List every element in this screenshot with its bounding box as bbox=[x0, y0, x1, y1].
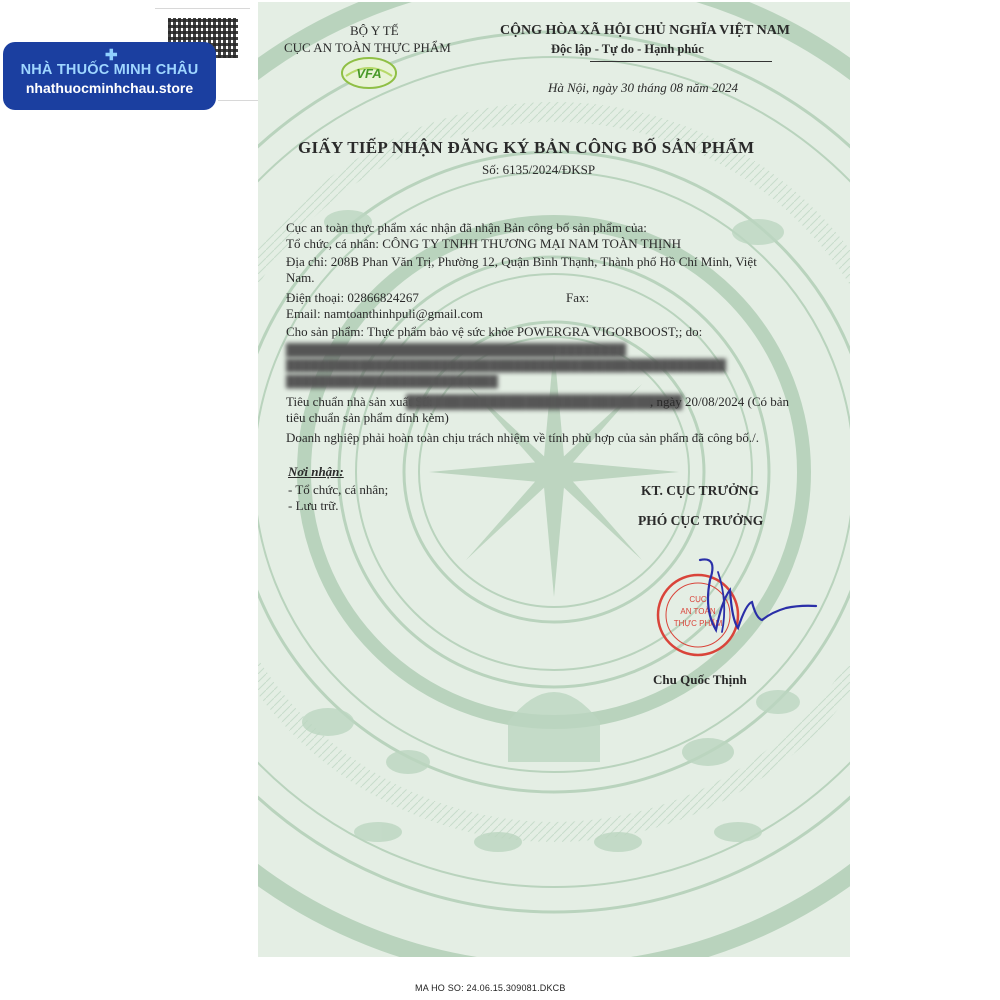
document-number: Số: 6135/2024/ĐKSP bbox=[482, 162, 596, 177]
signer-title: KT. CỤC TRƯỞNG bbox=[641, 483, 759, 498]
standard-date: , ngày 20/08/2024 (Có bản bbox=[650, 394, 790, 409]
vfa-logo-text: VFA bbox=[356, 66, 382, 81]
pharmacy-badge[interactable] bbox=[3, 42, 216, 110]
recipient-item: - Lưu trữ. bbox=[288, 498, 339, 513]
address-line-cont: Nam. bbox=[286, 270, 315, 285]
body-line: Cục an toàn thực phẩm xác nhận đã nhận Bản công bố sản phẩm của: bbox=[286, 220, 647, 235]
recipients-label: Nơi nhận: bbox=[288, 464, 344, 479]
national-motto: Độc lập - Tự do - Hạnh phúc bbox=[551, 42, 704, 56]
phone-line: Điện thoại: 02866824267 bbox=[286, 290, 419, 305]
certificate-sheet bbox=[258, 2, 850, 957]
fax-line: Fax: bbox=[566, 290, 590, 305]
organization-line: Tổ chức, cá nhân: CÔNG TY TNHH THƯƠNG MẠI NAM TOÀN THỊNH bbox=[286, 236, 682, 251]
redacted-standard-number: ██████████████████████████████ bbox=[406, 394, 683, 409]
document-title: GIẤY TIẾP NHẬN ĐĂNG KÝ BẢN CÔNG BỐ SẢN PHẨM bbox=[298, 138, 755, 157]
divider bbox=[155, 8, 250, 9]
handwritten-signature bbox=[688, 552, 828, 642]
redacted-manufacturer: ████████████████████████████████████████ bbox=[286, 343, 627, 357]
plus-icon: ✚ bbox=[105, 47, 118, 64]
responsibility-line: Doanh nghiệp phải hoàn toàn chịu trách nhiệm về tính phù hợp của sản phẩm đã công bố./. bbox=[286, 430, 759, 445]
recipient-item: - Tổ chức, cá nhân; bbox=[288, 482, 389, 497]
ministry-name: BỘ Y TẾ bbox=[350, 23, 399, 38]
redacted-address: ██████████████████████████████████████████████████████ bbox=[286, 360, 726, 372]
dossier-code: MA HO SO: 24.06.15.309081.DKCB bbox=[415, 983, 566, 993]
pharmacy-name: NHÀ THUỐC MINH CHÂU bbox=[20, 62, 199, 78]
vfa-logo bbox=[340, 56, 398, 90]
divider bbox=[218, 100, 258, 101]
standard-line: Tiêu chuẩn nhà sản xuất Số: bbox=[286, 394, 433, 409]
address-line: Địa chỉ: 208B Phan Văn Trị, Phường 12, Quận Bình Thạnh, Thành phố Hồ Chí Minh, Việt bbox=[286, 254, 757, 269]
svg-text:AN TOÀN: AN TOÀN bbox=[680, 607, 716, 616]
pharmacy-website: nhathuocminhchau.store bbox=[25, 80, 194, 96]
redacted-address-cont: ██████████████████████████ bbox=[286, 376, 498, 388]
motto-underline bbox=[590, 61, 772, 62]
signer-position: PHÓ CỤC TRƯỞNG bbox=[638, 513, 764, 528]
svg-text:CỤC: CỤC bbox=[689, 595, 707, 604]
svg-text:THỰC PHẨM: THỰC PHẨM bbox=[673, 619, 723, 628]
issue-date: Hà Nội, ngày 30 tháng 08 năm 2024 bbox=[548, 80, 738, 95]
country-name: CỘNG HÒA XÃ HỘI CHỦ NGHĨA VIỆT NAM bbox=[500, 23, 791, 38]
signer-name: Chu Quốc Thịnh bbox=[653, 672, 747, 687]
product-line: Cho sản phẩm: Thực phẩm bảo vệ sức khỏe POWERGRA VIGORBOOST;; do: bbox=[286, 324, 703, 339]
agency-name: CỤC AN TOÀN THỰC PHẨM bbox=[284, 40, 451, 55]
email-line: Email: namtoanthinhpuli@gmail.com bbox=[286, 306, 483, 321]
standard-note: tiêu chuẩn sản phẩm đính kèm) bbox=[286, 410, 449, 425]
